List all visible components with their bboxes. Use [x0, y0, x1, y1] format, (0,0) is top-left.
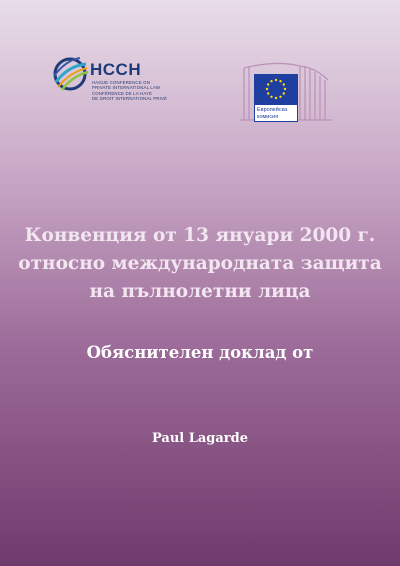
eu-star-icon	[279, 80, 281, 82]
eu-star-icon	[279, 96, 281, 98]
eu-star-icon	[270, 80, 272, 82]
eu-star-icon	[283, 83, 285, 85]
eu-star-icon	[267, 83, 269, 85]
european-commission-logo	[236, 58, 336, 128]
eu-star-icon	[266, 88, 268, 90]
eu-star-icon	[270, 96, 272, 98]
eu-stars-icon	[254, 74, 298, 104]
eu-flag-icon	[254, 74, 298, 104]
document-title	[0, 222, 400, 306]
title-line: относно международната защита	[18, 253, 382, 274]
document-subtitle: Обяснителен доклад от	[86, 343, 314, 362]
eu-label	[254, 104, 298, 122]
hcch-logo	[50, 52, 190, 114]
eu-label-line: Европейска	[257, 107, 288, 113]
title-line: Конвенция от 13 януари 2000 г.	[24, 225, 376, 246]
eu-star-icon	[284, 88, 286, 90]
hcch-subtitle-line: DE DROIT INTERNATIONAL PRIVÉ	[92, 96, 168, 102]
eu-star-icon	[275, 79, 277, 81]
eu-star-icon	[267, 92, 269, 94]
title-line: на пълнолетни лица	[89, 281, 311, 302]
hcch-subtitle-line: HAGUE CONFERENCE ON	[92, 80, 150, 85]
hcch-subtitle-line: PRIVATE INTERNATIONAL LAW	[92, 85, 161, 91]
document-author: Paul Lagarde	[151, 431, 249, 446]
eu-star-icon	[275, 97, 277, 99]
hcch-name: HCCH	[90, 60, 142, 79]
eu-label-line: комисия	[257, 113, 279, 120]
hcch-subtitle-line: CONFÉRENCE DE LA HAYE	[92, 90, 153, 96]
hcch-globe-icon	[50, 54, 90, 94]
hcch-subtitle	[92, 80, 202, 102]
eu-star-icon	[283, 92, 285, 94]
